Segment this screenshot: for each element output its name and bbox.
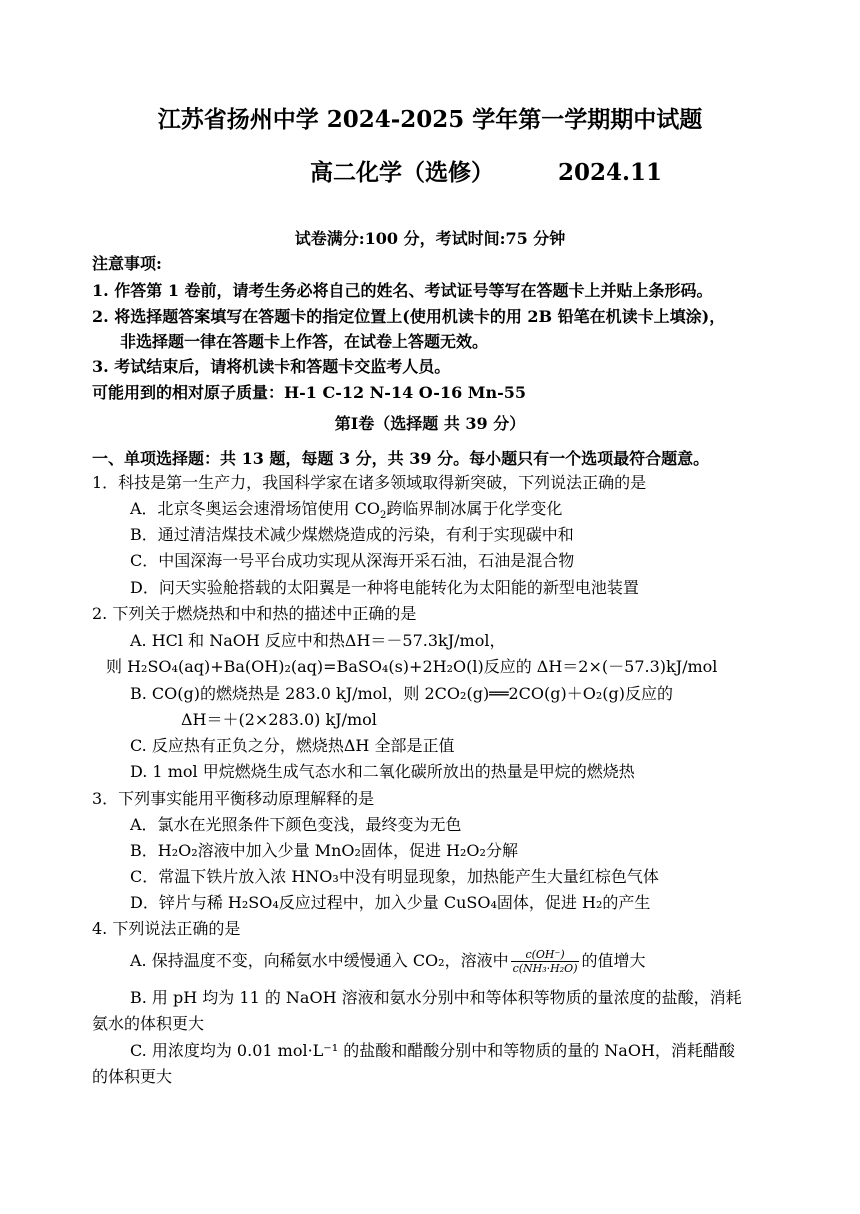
note-2-cont: 非选择题一律在答题卡上作答，在试卷上答题无效。 — [120, 332, 489, 351]
q3-stem: 3．下列事实能用平衡移动原理解释的是 — [92, 789, 375, 808]
q1-option-a: A．北京冬奥运会速滑场馆使用 $CO_2$跨临界制冰属于化学变化 — [130, 499, 563, 522]
note-3: 3. 考试结束后，请将机读卡和答题卡交监考人员。 — [92, 357, 451, 376]
note-1: 1. 作答第 1 卷前，请考生务必将自己的姓名、考试证号等写在答题卡上并贴上条形码。 — [92, 281, 713, 300]
q2-option-d: D. 1 mol 甲烷燃烧生成气态水和二氧化碳所放出的热量是甲烷的燃烧热 — [130, 762, 635, 781]
section-title: 第Ⅰ卷（选择题 共 39 分） — [334, 414, 526, 433]
q4-option-b: B. 用 pH 均为 11 的 NaOH 溶液和氨水分别中和等体积等物质的量浓度的盐酸，消耗 — [130, 988, 742, 1007]
concentration-ratio: $\frac{c(OH^-)}{\text{c(NH₃·H₂O)}}$ — [512, 948, 578, 975]
q3-option-a: A．氯水在光照条件下颜色变浅，最终变为无色 — [130, 815, 462, 834]
q4-option-a: A. 保持温度不变，向稀氨水中缓慢通入 CO₂，溶液中 $\frac{c(OH^-)}{\text{c(NH₃·H₂O)}}$ 的值增大 — [130, 948, 646, 975]
q1-option-c: C．中国深海一号平台成功实现从深海开采石油，石油是混合物 — [130, 551, 575, 570]
q4-option-c: C. 用浓度均为 0.01 mol·L⁻¹ 的盐酸和醋酸分别中和等物质的量的 NaOH，消耗醋酸 — [130, 1041, 735, 1060]
q3-option-b: B．H₂O₂溶液中加入少量 MnO₂固体，促进 H₂O₂分解 — [130, 841, 518, 860]
q1-option-d: D．问天实验舱搭载的太阳翼是一种将电能转化为太阳能的新型电池装置 — [130, 578, 639, 597]
exam-title: 江苏省扬州中学 2024-2025 学年第一学期期中试题 — [157, 106, 703, 133]
q4-stem: 4. 下列说法正确的是 — [92, 919, 241, 938]
q1-option-b: B．通过清洁煤技术减少煤燃烧造成的污染，有利于实现碳中和 — [130, 525, 574, 544]
q2-option-c: C. 反应热有正负之分，燃烧热ΔH 全部是正值 — [130, 736, 455, 755]
q2-option-a-cont: 则 H₂SO₄(aq)+Ba(OH)₂(aq)=BaSO₄(s)+2H₂O(l)反应的 ΔH＝2×(－57.3)kJ/mol — [106, 657, 718, 676]
section-instruction: 一、单项选择题：共 13 题，每题 3 分，共 39 分。每小题只有一个选项最符合题意。 — [92, 449, 710, 468]
q2-option-b: B. CO(g)的燃烧热是 283.0 kJ/mol，则 2CO₂(g)══2CO(g)＋O₂(g)反应的 — [130, 684, 673, 703]
exam-subtitle — [310, 157, 662, 189]
exam-date: 2024.11 — [558, 159, 663, 186]
q3-option-c: C．常温下铁片放入浓 HNO₃中没有明显现象，加热能产生大量红棕色气体 — [130, 867, 659, 886]
q4-option-b-cont: 氨水的体积更大 — [92, 1014, 205, 1033]
q2-stem: 2. 下列关于燃烧热和中和热的描述中正确的是 — [92, 604, 417, 623]
q4-option-c-cont: 的体积更大 — [92, 1067, 173, 1086]
q2-option-a: A. HCl 和 NaOH 反应中和热ΔH＝－57.3kJ/mol， — [130, 631, 506, 650]
subject-label: 高二化学（选修） — [310, 159, 494, 186]
exam-meta: 试卷满分:100 分，考试时间:75 分钟 — [294, 229, 566, 248]
q3-option-d: D．锌片与稀 H₂SO₄反应过程中，加入少量 CuSO₄固体，促进 H₂的产生 — [130, 893, 651, 912]
atomic-masses: 可能用到的相对原子质量：H-1 C-12 N-14 O-16 Mn-55 — [92, 383, 527, 402]
q2-option-b-cont: ΔH＝＋(2×283.0) kJ/mol — [181, 710, 377, 729]
note-2: 2. 将选择题答案填写在答题卡的指定位置上(使用机读卡的用 2B 铅笔在机读卡上填涂)， — [92, 307, 726, 326]
notes-heading: 注意事项: — [92, 254, 162, 273]
q1-stem: 1．科技是第一生产力，我国科学家在诸多领域取得新突破，下列说法正确的是 — [92, 473, 647, 492]
